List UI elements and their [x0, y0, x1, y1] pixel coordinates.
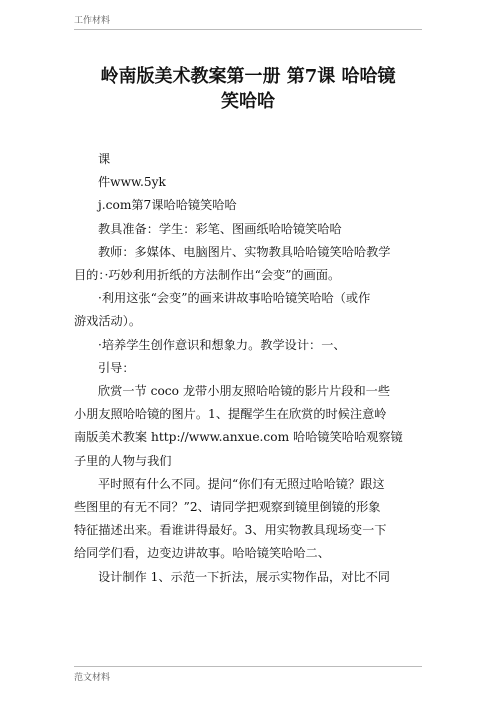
body-line: 件www.5yk [98, 175, 166, 190]
header-divider [74, 29, 422, 30]
document-body [74, 148, 422, 589]
body-line: 南版美术教案 http://www.anxue.com 哈哈镜笑哈哈观察镜 [74, 430, 403, 445]
body-line: 给同学们看，边变边讲故事。哈哈镜笑哈哈二、 [74, 546, 330, 561]
body-line: j.com第7课哈哈镜笑哈哈 [98, 198, 237, 213]
footer-divider [74, 666, 422, 667]
header-label: 工作材料 [74, 16, 111, 26]
title-line-2: 笑哈哈 [221, 91, 275, 112]
body-line: 特征描述出来。看谁讲得最好。3、用实物教具现场变一下 [74, 523, 387, 538]
body-line: 目的：·巧妙利用折纸的方法制作出“会变”的画面。 [74, 268, 341, 283]
body-line: 些图里的有无不同？”2、请同学把观察到镜里倒镜的形象 [74, 500, 381, 515]
body-line: 设计制作 1、示范一下折法，展示实物作品，对比不同 [98, 569, 390, 584]
title-line-1: 岭南版美术教案第一册 第7课 哈哈镜 [100, 66, 396, 87]
body-line: 引导： [98, 360, 135, 375]
body-line: 欣赏一节 coco 龙带小朋友照哈哈镜的影片片段和一些 [98, 384, 391, 399]
body-line: 平时照有什么不同。提问“你们有无照过哈哈镜？跟这 [98, 476, 385, 491]
body-line: 子里的人物与我们 [74, 453, 172, 468]
body-line: 小朋友照哈哈镜的图片。1、提醒学生在欣赏的时候注意岭 [74, 407, 387, 422]
body-line: ·培养学生创作意识和想象力。教学设计：一、 [98, 337, 346, 352]
footer-label: 范文材料 [74, 673, 111, 683]
body-line: ·利用这张“会变”的画来讲故事哈哈镜笑哈哈（或作 [98, 291, 371, 306]
body-line: 教具准备：学生：彩笔、图画纸哈哈镜笑哈哈 [98, 221, 342, 236]
body-line: 课 [98, 152, 111, 166]
body-line: 教师：多媒体、电脑图片、实物教具哈哈镜笑哈哈教学 [98, 244, 391, 259]
document-title [74, 64, 422, 114]
body-line: 游戏活动）。 [74, 314, 142, 329]
